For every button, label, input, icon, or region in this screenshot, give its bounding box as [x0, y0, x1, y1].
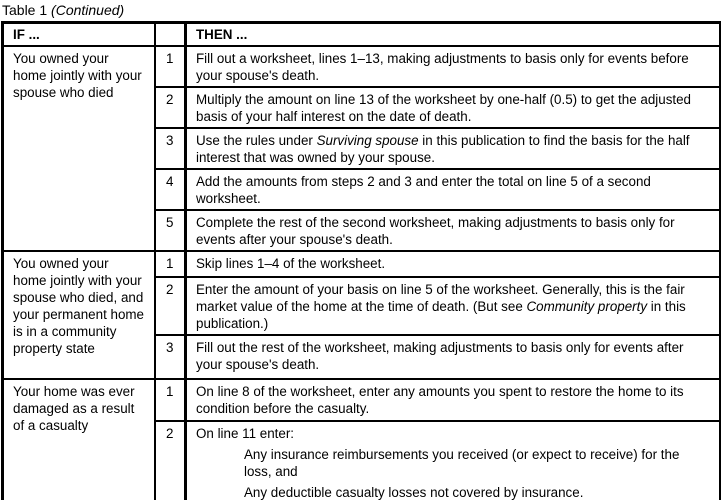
step-number: 1 — [155, 46, 186, 87]
then-header-cell: THEN ... — [186, 23, 721, 47]
then-text: Add the amounts from steps 2 and 3 and enter the total on line 5 of a second worksheet. — [196, 174, 651, 206]
table-row — [3, 379, 721, 421]
then-cell — [186, 251, 721, 277]
then-text: Multiply the amount on line 13 of the worksheet by one-half (0.5) to get the adjusted basis of your half interest on the date of death. — [196, 92, 692, 124]
then-text: Use the rules under — [196, 133, 317, 148]
then-cell — [186, 87, 721, 128]
sub-item: Any deductible casualty losses not covered by insurance. — [244, 485, 584, 500]
step-number: 2 — [155, 277, 186, 335]
header-row — [3, 23, 721, 47]
then-cell — [186, 421, 721, 500]
then-cell — [186, 277, 721, 335]
if-cell-section-1: You owned your home jointly with your spouse who died — [3, 46, 155, 251]
page-title — [2, 2, 721, 18]
then-text: Fill out a worksheet, lines 1–13, making adjustments to basis only for events before your spouse's death. — [196, 51, 689, 83]
step-number: 1 — [155, 251, 186, 277]
if-then-table — [1, 21, 721, 500]
step-number: 2 — [155, 87, 186, 128]
then-text: Skip lines 1–4 of the worksheet. — [196, 256, 386, 271]
then-text: On line 11 enter: — [196, 426, 295, 441]
if-cell-section-3: Your home was ever damaged as a result of a casualty — [3, 379, 155, 500]
sub-item: Any insurance reimbursements you received (or expect to receive) for the loss, and — [244, 447, 680, 479]
then-text: On line 8 of the worksheet, enter any amounts you spent to restore the home to its condition before the casualty. — [196, 384, 684, 416]
step-number: 2 — [155, 421, 186, 500]
then-cell — [186, 46, 721, 87]
then-text: Complete the rest of the second worksheet, making adjustments to basis only for events after your spouse's death. — [196, 215, 675, 247]
italic-reference: Surviving spouse — [316, 133, 419, 148]
then-cell — [186, 169, 721, 210]
step-number: 3 — [155, 128, 186, 169]
then-cell — [186, 210, 721, 251]
table-row — [3, 46, 721, 87]
then-text: Fill out the rest of the worksheet, making adjustments to basis only for events after your spouse's death. — [196, 340, 684, 372]
step-number: 4 — [155, 169, 186, 210]
then-cell — [186, 379, 721, 421]
then-cell — [186, 335, 721, 379]
if-header-cell: IF ... — [3, 23, 155, 47]
step-number: 1 — [155, 379, 186, 421]
page-title-main: Table 1 — [2, 2, 52, 18]
header-spacer-cell — [155, 23, 186, 47]
then-text: in this publication.) — [196, 299, 686, 331]
then-text: Enter the amount of your basis on line 5 of the worksheet. Generally, this is the fair market value of the home at the time of death. (But see — [196, 282, 685, 314]
if-cell-section-2: You owned your home jointly with your spouse who died, and your permanent home is in a community property state — [3, 251, 155, 379]
table-row — [3, 251, 721, 277]
step-number: 5 — [155, 210, 186, 251]
then-text: in this publication to find the basis for the half interest that was owned by your spouse. — [196, 133, 690, 165]
italic-reference: Community property — [526, 299, 648, 314]
step-number: 3 — [155, 335, 186, 379]
page-title-continued: (Continued) — [51, 2, 125, 18]
then-cell — [186, 128, 721, 169]
